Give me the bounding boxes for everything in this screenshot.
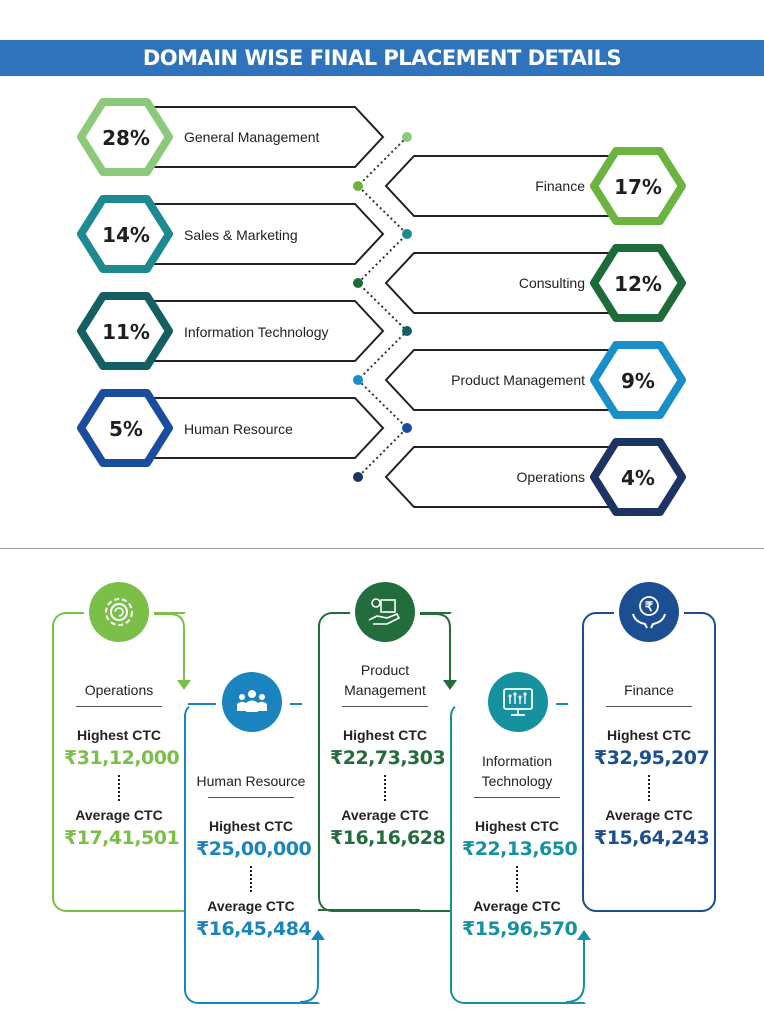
domain-percent: 11% [102, 320, 150, 344]
average-ctc-value: ₹16,16,628 [330, 827, 446, 849]
monitor-circuit-icon [488, 672, 548, 732]
domain-percent: 9% [621, 369, 655, 393]
average-ctc-value: ₹15,96,570 [462, 918, 578, 940]
average-ctc-value: ₹15,64,243 [594, 827, 710, 849]
average-ctc-label: Average CTC [75, 807, 163, 823]
dotted-separator [118, 775, 120, 801]
domain-label: Product Management [451, 372, 585, 388]
people-group-icon [222, 672, 282, 732]
dotted-separator [250, 866, 252, 892]
highest-ctc-value: ₹22,13,650 [462, 838, 578, 860]
average-ctc-value: ₹17,41,501 [64, 827, 180, 849]
ctc-domain-title: Human Resource [196, 773, 306, 789]
domain-label: Consulting [518, 275, 585, 291]
ctc-domain-title-line2: Technology [481, 773, 553, 789]
ctc-column-finance [594, 680, 710, 849]
svg-text:₹: ₹ [644, 599, 654, 614]
domain-percent: 12% [614, 272, 662, 296]
domain-percent: 4% [621, 466, 655, 490]
highest-ctc-value: ₹32,95,207 [594, 747, 710, 769]
highest-ctc-value: ₹31,12,000 [64, 747, 180, 769]
domain-label: Information Technology [184, 324, 329, 340]
ctc-icon-product-management [355, 582, 415, 642]
ctc-icon-operations [89, 582, 149, 642]
average-ctc-label: Average CTC [605, 807, 693, 823]
ctc-domain-title-line1: Product [360, 662, 410, 678]
ctc-column-information-technology [462, 751, 578, 940]
highest-ctc-label: Highest CTC [607, 727, 691, 743]
ctc-domain-title: Finance [624, 682, 674, 698]
ctc-icon-finance [619, 582, 679, 642]
domain-label: Human Resource [184, 421, 293, 437]
rupee-hands-icon [619, 582, 679, 642]
average-ctc-label: Average CTC [207, 898, 295, 914]
ctc-icon-human-resource [222, 672, 282, 732]
dotted-separator [648, 775, 650, 801]
domain-label: Finance [535, 178, 585, 194]
ctc-domain-title-line2: Management [344, 682, 426, 698]
average-ctc-label: Average CTC [341, 807, 429, 823]
domain-percent: 14% [102, 223, 150, 247]
highest-ctc-label: Highest CTC [77, 727, 161, 743]
dotted-separator [516, 866, 518, 892]
domain-percent: 5% [109, 417, 143, 441]
highest-ctc-value: ₹22,73,303 [330, 747, 446, 769]
ctc-column-operations [64, 680, 180, 849]
highest-ctc-label: Highest CTC [343, 727, 427, 743]
domain-percent: 28% [102, 126, 150, 150]
product-box-icon [355, 582, 415, 642]
average-ctc-label: Average CTC [473, 898, 561, 914]
highest-ctc-label: Highest CTC [475, 818, 559, 834]
ctc-column-product-management [330, 660, 446, 849]
domain-label: General Management [184, 129, 320, 145]
ctc-icon-information-technology [488, 672, 548, 732]
domain-label: Operations [516, 469, 585, 485]
average-ctc-value: ₹16,45,484 [196, 918, 312, 940]
domain-label: Sales & Marketing [184, 227, 298, 243]
domain-percent: 17% [614, 175, 662, 199]
ctc-column-human-resource [196, 771, 312, 940]
highest-ctc-label: Highest CTC [209, 818, 293, 834]
gear-refresh-icon [89, 582, 149, 642]
dotted-separator [384, 775, 386, 801]
ctc-domain-title: Operations [84, 682, 154, 698]
highest-ctc-value: ₹25,00,000 [196, 838, 312, 860]
ctc-domain-title-line1: Information [481, 753, 553, 769]
page-title: DOMAIN WISE FINAL PLACEMENT DETAILS [142, 46, 622, 70]
